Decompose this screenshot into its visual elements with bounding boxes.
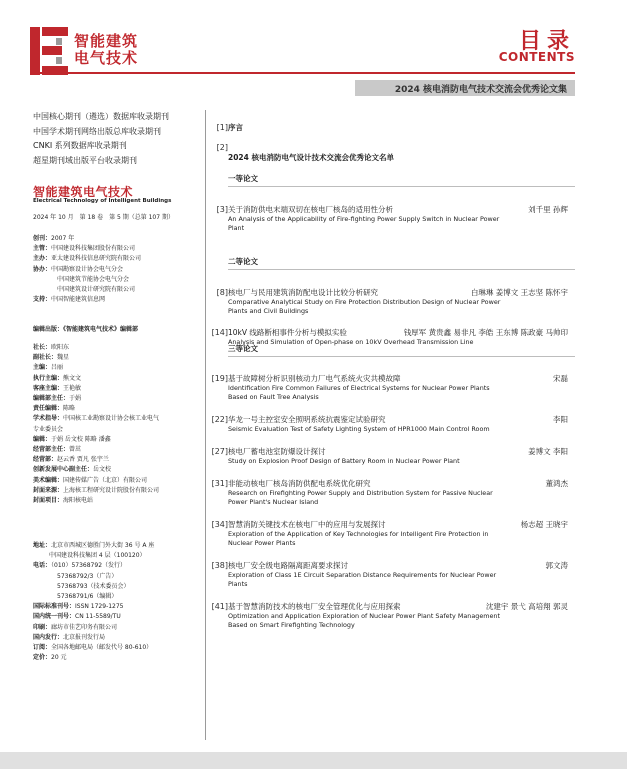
toc-entry[interactable]	[228, 447, 568, 466]
info-row: 57368793（技术委员会）	[57, 582, 130, 590]
toc-entry-namelist[interactable]: 2024 核电消防电气设计技术交流会优秀论文名单	[228, 153, 394, 162]
toc-entry[interactable]	[228, 328, 568, 347]
index-line: 中国学术期刊网络出版总库收录期刊	[33, 126, 161, 136]
info-row: 地址：北京市西城区德胜门外大街 36 号 A 座	[33, 542, 155, 549]
toc-entry[interactable]	[228, 205, 568, 233]
info-row: 国内统一刊号：CN 11-5589/TU	[33, 613, 121, 621]
entry-title-en: Comparative Analytical Study on Fire Protection Distribution Design of Nuclear Power Plants and Civil Buildings	[228, 298, 501, 315]
info-row: 学术指导：中国核工业勘察设计协会核工业电气	[33, 415, 160, 423]
entry-authors: 郭文涛	[545, 561, 568, 570]
collection-banner	[355, 80, 575, 96]
info-row: 支持：中国智能建筑信息网	[33, 296, 106, 304]
entry-authors: 宋磊	[553, 374, 568, 383]
info-row: 责任编辑：陈略	[33, 405, 76, 413]
toc-page-number: [34]	[211, 520, 228, 529]
toc-page-number: [3]	[216, 205, 228, 214]
index-line: 中国核心期刊（遴选）数据库收录期刊	[33, 112, 169, 121]
entry-authors: 沈建宇 景弋 高培翔 郭灵	[485, 602, 568, 611]
info-row: 国内发行：北京报刊发行局	[33, 633, 106, 641]
entry-title-cn: 核电厂蓄电池室防爆设计探讨	[228, 447, 326, 456]
toc-entry[interactable]	[228, 479, 568, 507]
toc-page-number: [8]	[216, 288, 228, 297]
toc-page-number: [38]	[211, 561, 228, 570]
journal-logo-icon	[30, 27, 68, 75]
section-divider	[228, 269, 575, 270]
issue-info: 2024 年 10 月 第 18 卷 第 5 期（总第 107 期）	[33, 214, 174, 221]
info-row: 创新发展中心副主任：岳文校	[33, 466, 112, 474]
info-row: 专业委员会	[33, 425, 64, 433]
entry-authors: 董鸿杰	[545, 479, 568, 488]
info-row: 封面项目：海阳核电站	[33, 497, 94, 505]
entry-authors: 白琳琳 姜博文 王志坚 陈怀宇	[470, 288, 568, 297]
info-row: 封面来源：上海核工程研究设计院股份有限公司	[33, 486, 160, 494]
index-line: 超星期刊域出版平台收录期刊	[33, 155, 137, 165]
sponsor-info	[33, 234, 213, 305]
info-row: 编辑部主任：于娟	[33, 395, 82, 403]
header-divider	[30, 72, 575, 74]
entry-title-en: Exploration of Class 1E Circuit Separation Distance Requirements for Nuclear Power Plants	[228, 571, 497, 588]
info-row: 客座主编：王艳敏	[33, 384, 82, 392]
entry-authors: 杨志超 王晓宇	[520, 520, 568, 529]
contact-info	[33, 541, 213, 663]
info-row: 主管：中国建设科技集团股份有限公司	[33, 245, 136, 253]
entry-title-cn: 基于智慧消防技术的核电厂安全管理优化与应用探索	[228, 602, 401, 611]
info-row: 国际标准刊号：ISSN 1729-1275	[33, 603, 124, 611]
page-title: 目录	[518, 29, 575, 54]
info-row: 订阅：全国各地邮电局（邮发代号 80-610）	[33, 644, 153, 652]
info-row: 副社长：魏星	[33, 354, 70, 362]
section-heading-second-prize: 二等论文	[228, 257, 258, 266]
entry-title-en: Study on Explosion Proof Design of Battery Room in Nuclear Power Plant	[228, 457, 460, 465]
entry-title-cn: 核电厂安全级电路隔离距离要求探讨	[228, 561, 348, 570]
entry-title-cn: 华龙一号主控室安全照明系统抗震鉴定试验研究	[228, 415, 386, 424]
info-row: 中国建筑节能协会电气分会	[57, 275, 130, 283]
info-row: 经营部：赵云香 贾凡 张宇兰	[33, 456, 109, 464]
info-row: 电话：（010）57368792（发行）	[33, 562, 127, 570]
index-list	[33, 110, 213, 168]
magazine-title-en: Electrical Technology of Intelligent Buildings	[33, 198, 172, 204]
info-row: 57368791/6（编辑）	[57, 593, 118, 601]
toc-entry[interactable]	[228, 415, 568, 434]
entry-title-en: Exploration of the Application of Key Technologies for Intelligent Fire Protection in Nuclear Power Plants	[228, 530, 489, 547]
entry-title-en: Analysis and Simulation of Open-phase on 10kV Overhead Transmission Line	[228, 338, 474, 346]
section-heading-first-prize: 一等论文	[228, 174, 258, 183]
toc-entry[interactable]	[228, 288, 568, 316]
logo-text	[74, 33, 138, 67]
info-row: 协办：中国勘察设计协会电气分会	[33, 265, 124, 273]
toc-page-number: [31]	[211, 479, 228, 488]
entry-title-en: Identification Fire Common Failures of Electrical Systems for Nuclear Power Plants Based on Fault Tree Analysis	[228, 384, 490, 401]
section-heading-third-prize: 三等论文	[228, 344, 258, 353]
info-row: 美术编辑：国建传媒广告（北京）有限公司	[33, 476, 148, 484]
section-divider	[228, 186, 575, 187]
toc-entry[interactable]	[228, 374, 568, 402]
toc-entry[interactable]	[228, 520, 568, 548]
info-row: 中国建设科技集团 4 层（100120）	[49, 552, 146, 560]
info-row: 印刷：廊坊市佳艺印务有限公司	[33, 623, 118, 631]
entry-title-cn: 非能动核电厂核岛消防供配电系统优化研究	[228, 479, 371, 488]
toc-page-number: [2]	[216, 143, 228, 152]
info-row: 社长：欧阳东	[33, 344, 70, 351]
info-row: 主编：吕丽	[33, 364, 64, 372]
entry-title-cn: 10kV 线路断相事件分析与模拟实验	[228, 328, 347, 337]
logo-line-1: 智能建筑	[74, 32, 139, 50]
entry-authors: 钱厚军 黄贵鑫 易非凡 李皓 王东博 陈政豪 马帅印	[403, 328, 568, 337]
entry-authors: 姜博文 李阳	[528, 447, 568, 456]
entry-title-cn: 关于消防供电末端双切在核电厂核岛的适用性分析	[228, 205, 393, 214]
index-line: CNKI 系列数据库收录期刊	[33, 141, 127, 150]
toc-entry-preface[interactable]: 序言	[228, 123, 243, 132]
page-subtitle: CONTENTS	[498, 50, 575, 64]
toc-page-number: [41]	[211, 602, 228, 611]
toc-entry[interactable]	[228, 561, 568, 589]
entry-title-en: Research on Firefighting Power Supply and Distribution System for Passive Nuclear Power Plant's Nuclear Island	[228, 489, 493, 506]
info-row: 定价：20 元	[33, 654, 67, 662]
entry-title-en: Optimization and Application Exploration of Nuclear Power Plant Safety Management Based on Smart Firefighting Technology	[228, 612, 500, 629]
info-row: 主办：亚太建设科技信息研究院有限公司	[33, 255, 142, 263]
info-row: 编辑：于娟 岳文校 陈略 潘鑫	[33, 435, 111, 443]
footer-bar	[0, 752, 627, 769]
banner-text: 2024 核电消防电气技术交流会优秀论文集	[394, 85, 567, 95]
magazine-title: 智能建筑电气技术	[33, 185, 134, 199]
info-row: 执行主编：熊文文	[33, 374, 82, 382]
toc-page-number: [1]	[216, 123, 228, 132]
toc-page-number: [27]	[211, 447, 228, 456]
info-row: 经营部主任：曾茁	[33, 446, 82, 454]
entry-title-cn: 核电厂与民用建筑消防配电设计比较分析研究	[228, 288, 378, 297]
toc-page-number: [22]	[211, 415, 228, 424]
staff-info	[33, 343, 213, 506]
entry-title-cn: 基于故障树分析识别核动力厂电气系统火灾共模故障	[228, 374, 401, 383]
info-row: 57368792/3（广告）	[57, 572, 118, 580]
entry-title-en: An Analysis of the Applicability of Fire-fighting Power Supply Switch in Nuclear Power Plant	[228, 215, 500, 232]
toc-entry[interactable]	[228, 602, 568, 630]
entry-authors: 刘千里 孙辉	[528, 205, 568, 214]
section-divider	[228, 356, 575, 357]
entry-title-cn: 智慧消防关键技术在核电厂中的应用与发展探讨	[228, 520, 386, 529]
logo-line-2: 电气技术	[74, 49, 139, 67]
editorial-office: 编辑出版：《智能建筑电气技术》编辑部	[33, 326, 139, 333]
entry-title-en: Seismic Evaluation Test of Safety Lighting System of HPR1000 Main Control Room	[228, 425, 490, 433]
info-row: 中国建筑设计研究院有限公司	[57, 286, 136, 294]
entry-authors: 李阳	[553, 415, 568, 424]
toc-page-number: [14]	[211, 328, 228, 337]
toc-page-number: [19]	[211, 374, 228, 383]
info-row: 创刊：2007 年	[33, 235, 75, 242]
